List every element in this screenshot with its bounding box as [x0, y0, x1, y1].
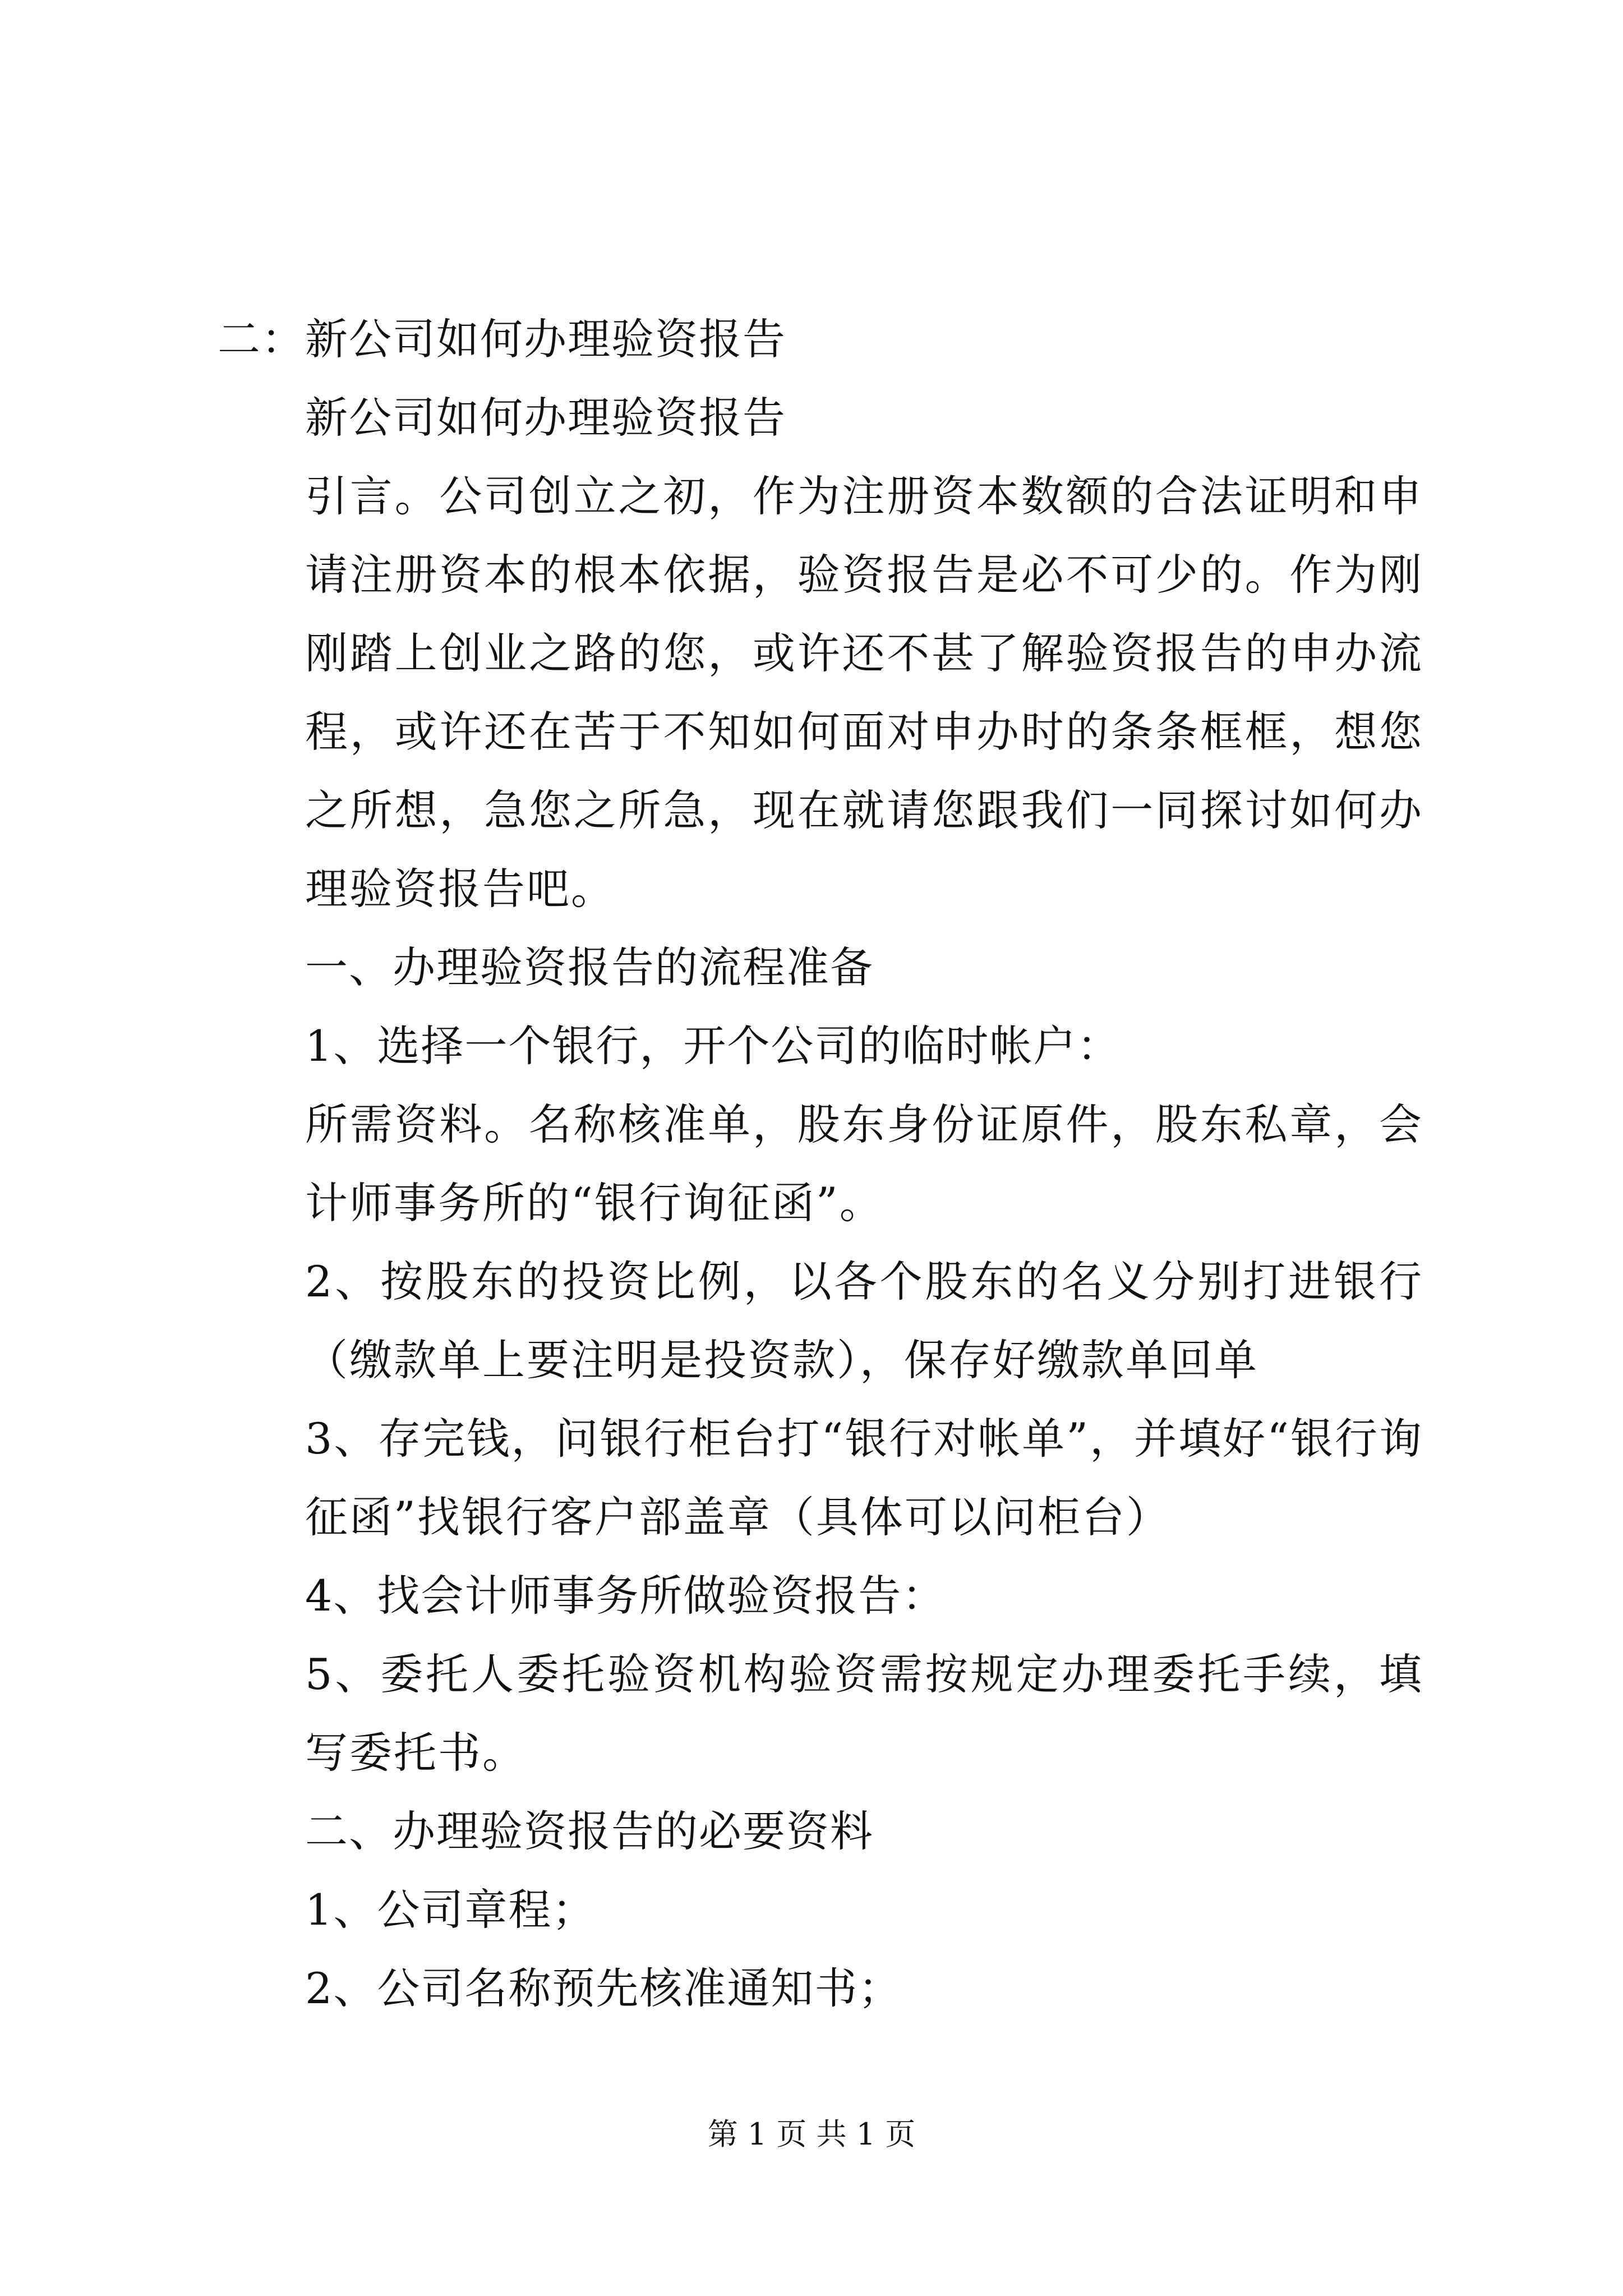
step-1: 1、选择一个银行，开个公司的临时帐户：	[305, 1021, 1121, 1071]
page-footer: 第 1 页 共 1 页	[707, 2116, 916, 2152]
step-4: 4、找会计师事务所做验资报告：	[305, 1571, 946, 1621]
material-item-1: 1、公司章程；	[305, 1885, 596, 1935]
required-materials-paragraph: 所需资料。名称核准单，股东身份证原件，股东私章，会计师事务所的“银行询征函”。	[305, 1099, 1423, 1228]
step-5: 5、委托人委托验资机构验资需按规定办理委托手续，填写委托书。	[305, 1649, 1423, 1778]
document-title: 新公司如何办理验资报告	[305, 393, 786, 443]
section-heading: 二：新公司如何办理验资报告	[218, 314, 786, 364]
document-body	[218, 300, 1423, 2028]
subsection-heading-process: 一、办理验资报告的流程准备	[305, 942, 874, 992]
material-item-2: 2、公司名称预先核准通知书；	[305, 1963, 902, 2013]
intro-paragraph: 引言。公司创立之初，作为注册资本数额的合法证明和申请注册资本的根本依据，验资报告是必不可少的。作为刚刚踏上创业之路的您，或许还不甚了解验资报告的申办流程，或许还在苦于不知如何面对申办时的条条框框，想您之所想，急您之所急，现在就请您跟我们一同探讨如何办理验资报告吧。	[305, 471, 1423, 914]
step-2: 2、按股东的投资比例，以各个股东的名义分别打进银行（缴款单上要注明是投资款），保存好缴款单回单	[305, 1257, 1423, 1385]
step-3: 3、存完钱，问银行柜台打“银行对帐单”，并填好“银行询征函”找银行客户部盖章（具体可以问柜台）	[305, 1414, 1423, 1542]
subsection-heading-materials: 二、办理验资报告的必要资料	[305, 1806, 874, 1856]
